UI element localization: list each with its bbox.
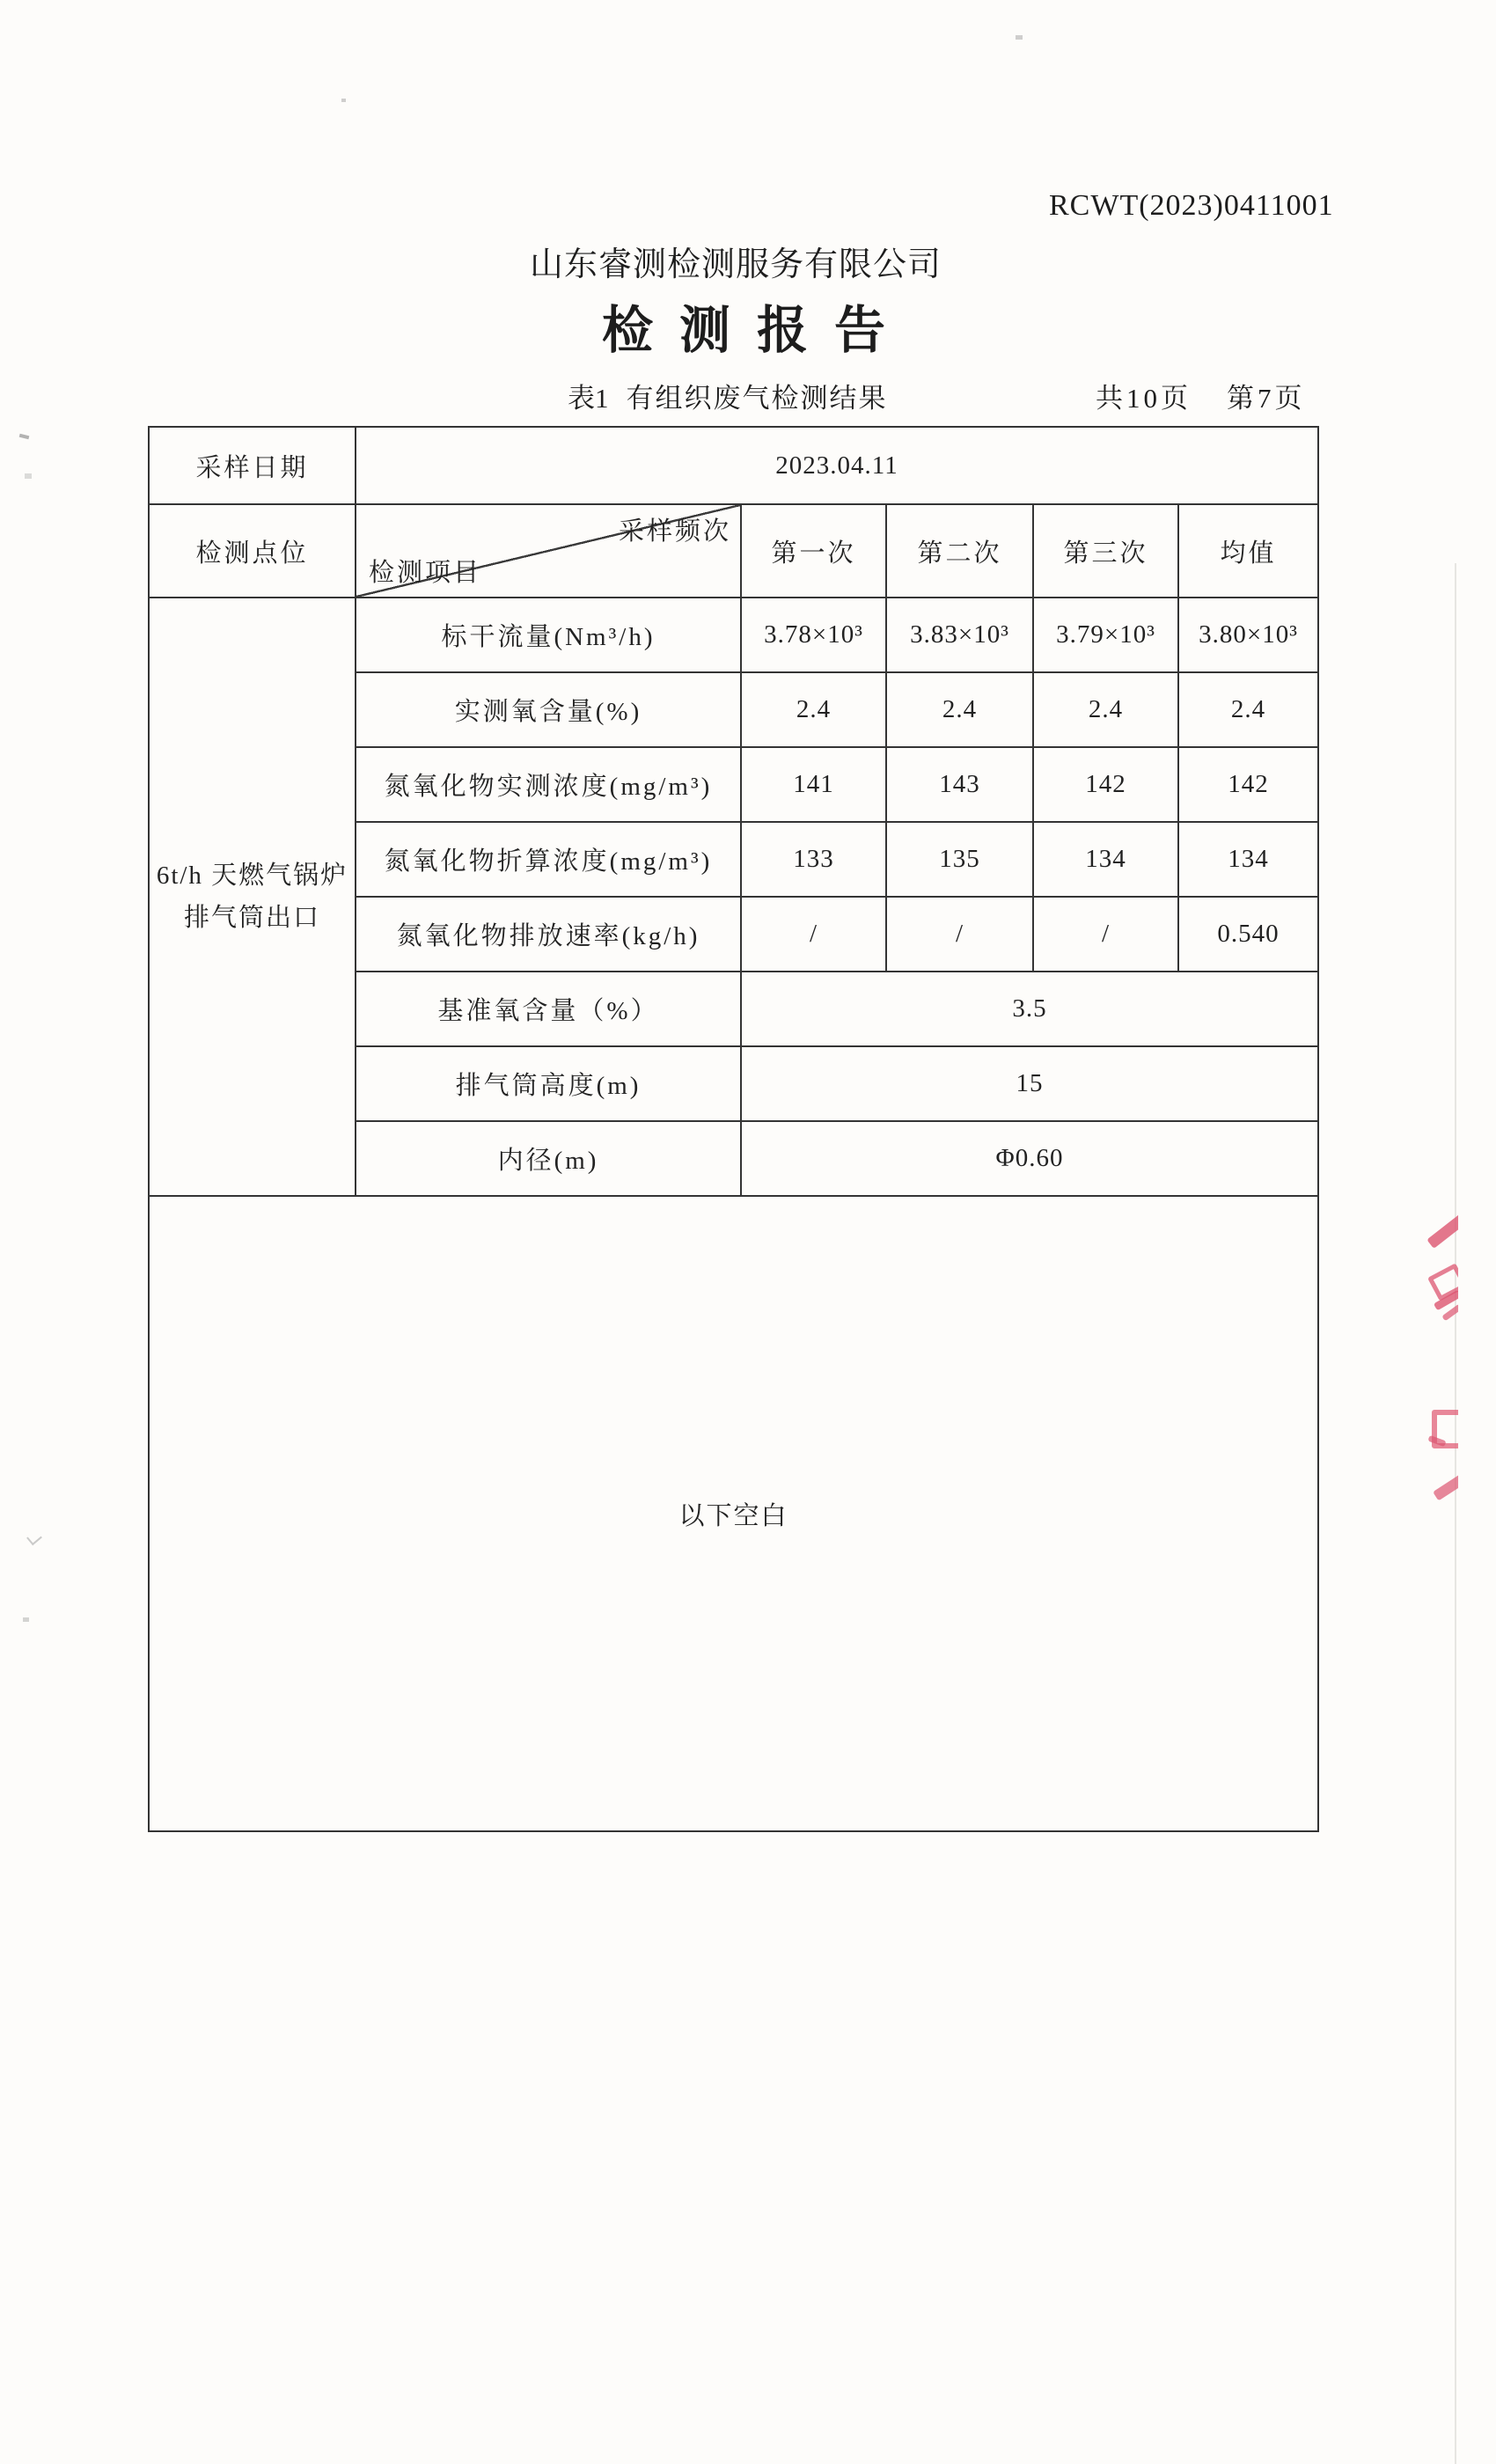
below-blank-cell: 以下空白	[149, 1196, 1318, 1831]
scan-speck	[26, 1530, 42, 1545]
cell-value: 3.83×10³	[886, 598, 1033, 672]
column-header-run1: 第一次	[741, 504, 886, 598]
merged-cell-value: 3.5	[741, 972, 1318, 1046]
cell-value: 3.78×10³	[741, 598, 886, 672]
table-row	[149, 1196, 1318, 1831]
cell-value: 2.4	[886, 672, 1033, 747]
scan-speck	[341, 99, 346, 102]
row-label: 氮氧化物排放速率(kg/h)	[356, 897, 741, 972]
cell-value: 2.4	[1033, 672, 1178, 747]
total-pages: 共10页	[1096, 383, 1192, 414]
table-caption-number: 表1	[568, 383, 609, 414]
diagonal-bottom-label: 检测项目	[369, 559, 482, 587]
scan-speck	[1016, 35, 1023, 40]
table-caption	[568, 376, 888, 415]
scan-speck	[19, 434, 30, 440]
row-label: 标干流量(Nm³/h)	[356, 598, 741, 672]
table-caption-text: 有组织废气检测结果	[626, 383, 888, 414]
cell-value: 133	[741, 822, 886, 897]
results-table	[148, 426, 1319, 1832]
row-label: 排气筒高度(m)	[356, 1046, 741, 1121]
diagonal-header-cell	[356, 504, 741, 598]
cell-value: 135	[886, 822, 1033, 897]
cell-value: /	[1033, 897, 1178, 972]
row-label: 基准氧含量（%）	[356, 972, 741, 1046]
column-header-average: 均值	[1178, 504, 1318, 598]
row-label: 氮氧化物实测浓度(mg/m³)	[356, 747, 741, 822]
row-label: 内径(m)	[356, 1121, 741, 1196]
document-title: 检测报告	[602, 302, 913, 359]
page-indicator	[1096, 376, 1306, 415]
current-page: 第7页	[1227, 383, 1306, 414]
table-row	[149, 427, 1318, 504]
sampling-date-label: 采样日期	[149, 427, 356, 504]
column-header-run3: 第三次	[1033, 504, 1178, 598]
red-stamp-fragment	[1408, 1214, 1458, 1518]
cell-value: /	[886, 897, 1033, 972]
monitoring-point-line1: 6t/h 天燃气锅炉	[156, 862, 348, 890]
monitoring-point-cell	[149, 598, 356, 1196]
merged-cell-value: Φ0.60	[741, 1121, 1318, 1196]
cell-value: 143	[886, 747, 1033, 822]
table-header-row	[149, 504, 1318, 598]
cell-value: 3.80×10³	[1178, 598, 1318, 672]
scan-speck	[23, 1617, 29, 1622]
stamp-stroke	[1427, 1263, 1458, 1301]
scan-speck	[25, 473, 32, 479]
table-row	[149, 598, 1318, 672]
report-number: RCWT(2023)0411001	[1049, 189, 1334, 222]
diagonal-top-label: 采样频次	[618, 517, 731, 546]
cell-value: 0.540	[1178, 897, 1318, 972]
cell-value: 2.4	[741, 672, 886, 747]
cell-value: 3.79×10³	[1033, 598, 1178, 672]
cell-value: 142	[1178, 747, 1318, 822]
column-header-run2: 第二次	[886, 504, 1033, 598]
cell-value: 134	[1033, 822, 1178, 897]
point-column-label: 检测点位	[149, 504, 356, 598]
company-name: 山东睿测检测服务有限公司	[530, 246, 942, 283]
sampling-date-value: 2023.04.11	[356, 427, 1318, 504]
stamp-stroke	[1427, 1435, 1446, 1447]
monitoring-point-line2: 排气筒出口	[183, 904, 320, 932]
scan-page-edge-line	[1455, 563, 1456, 2464]
stamp-stroke	[1426, 1214, 1458, 1249]
row-label: 氮氧化物折算浓度(mg/m³)	[356, 822, 741, 897]
cell-value: 2.4	[1178, 672, 1318, 747]
merged-cell-value: 15	[741, 1046, 1318, 1121]
cell-value: 142	[1033, 747, 1178, 822]
cell-value: /	[741, 897, 886, 972]
cell-value: 141	[741, 747, 886, 822]
row-label: 实测氧含量(%)	[356, 672, 741, 747]
cell-value: 134	[1178, 822, 1318, 897]
